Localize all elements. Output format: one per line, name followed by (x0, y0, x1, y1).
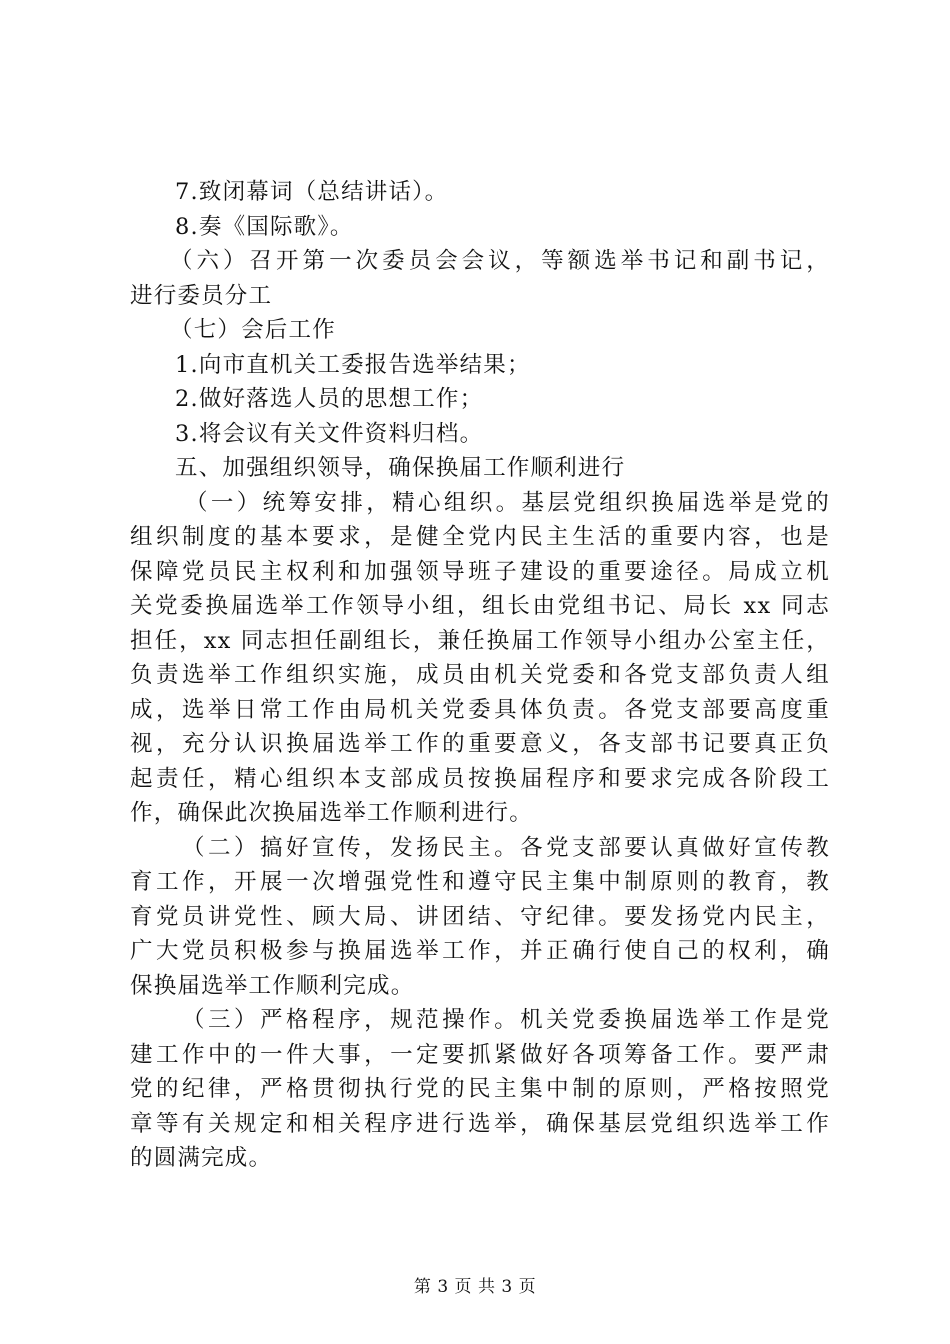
chapter-heading-5: 五、加强组织领导，确保换届工作顺利进行 (175, 455, 626, 481)
paragraph-1-line: 负责选举工作组织实施，成员由机关党委和各党支部负责人组 (130, 662, 830, 688)
paragraph-3-line: （三）严格程序，规范操作。机关党委换届选举工作是党 (182, 1007, 830, 1033)
paragraph-2-line: （二）搞好宣传，发扬民主。各党支部要认真做好宣传教 (182, 834, 830, 861)
paragraph-3-line: 建工作中的一件大事，一定要抓紧做好各项筹备工作。要严肃 (130, 1041, 830, 1068)
paragraph-1-line: 作，确保此次换届选举工作顺利进行。 (130, 800, 533, 826)
paragraph-3-line: 的圆满完成。 (130, 1145, 273, 1171)
list-item-2: 2.做好落选人员的思想工作； (175, 386, 484, 412)
list-item-1: 1.向市直机关工委报告选举结果； (175, 351, 531, 378)
paragraph-2-line: 保换届选举工作顺利完成。 (130, 972, 415, 999)
paragraph-1-line: 组织制度的基本要求，是健全党内民主生活的重要内容，也是 (130, 524, 830, 550)
section-heading-7: （七）会后工作 (170, 317, 336, 343)
paragraph-1-line: 起责任，精心组织本支部成员按换届程序和要求完成各阶段工 (130, 765, 830, 792)
paragraph-3-line: 章等有关规定和相关程序进行选举，确保基层党组织选举工作 (130, 1110, 830, 1137)
paragraph-2-line: 广大党员积极参与换届选举工作，并正确行使自己的权利，确 (130, 938, 830, 964)
paragraph-1-line: 保障党员民主权利和加强领导班子建设的重要途径。局成立机 (130, 558, 830, 585)
paragraph-1-line: 担任，xx 同志担任副组长，兼任换届工作领导小组办公室主任， (130, 627, 830, 654)
section-heading-6: （六）召开第一次委员会会议，等额选举书记和副书记， (170, 248, 830, 274)
paragraph-1-line: 关党委换届选举工作领导小组，组长由党组书记、局长 xx 同志 (130, 593, 830, 619)
paragraph-2-line: 育党员讲党性、顾大局、讲团结、守纪律。要发扬党内民主， (130, 903, 830, 930)
paragraph-3-line: 党的纪律，严格贯彻执行党的民主集中制的原则，严格按照党 (130, 1076, 830, 1102)
paragraph-1-line: 成，选举日常工作由局机关党委具体负责。各党支部要高度重 (130, 696, 830, 723)
paragraph-1-line: （一）统筹安排，精心组织。基层党组织换届选举是党的 (185, 489, 830, 516)
list-item-3: 3.将会议有关文件资料归档。 (175, 420, 484, 447)
list-item-8: 8.奏《国际歌》。 (175, 213, 354, 240)
paragraph-1-line: 视，充分认识换届选举工作的重要意义，各支部书记要真正负 (130, 731, 830, 757)
document-body (130, 175, 830, 1176)
section-heading-6-continued: 进行委员分工 (130, 282, 273, 309)
paragraph-2-line: 育工作，开展一次增强党性和遵守民主集中制原则的教育，教 (130, 869, 830, 895)
page-footer: 第 3 页 共 3 页 (413, 1277, 537, 1297)
list-item-7: 7.致闭幕词（总结讲话）。 (175, 179, 449, 205)
